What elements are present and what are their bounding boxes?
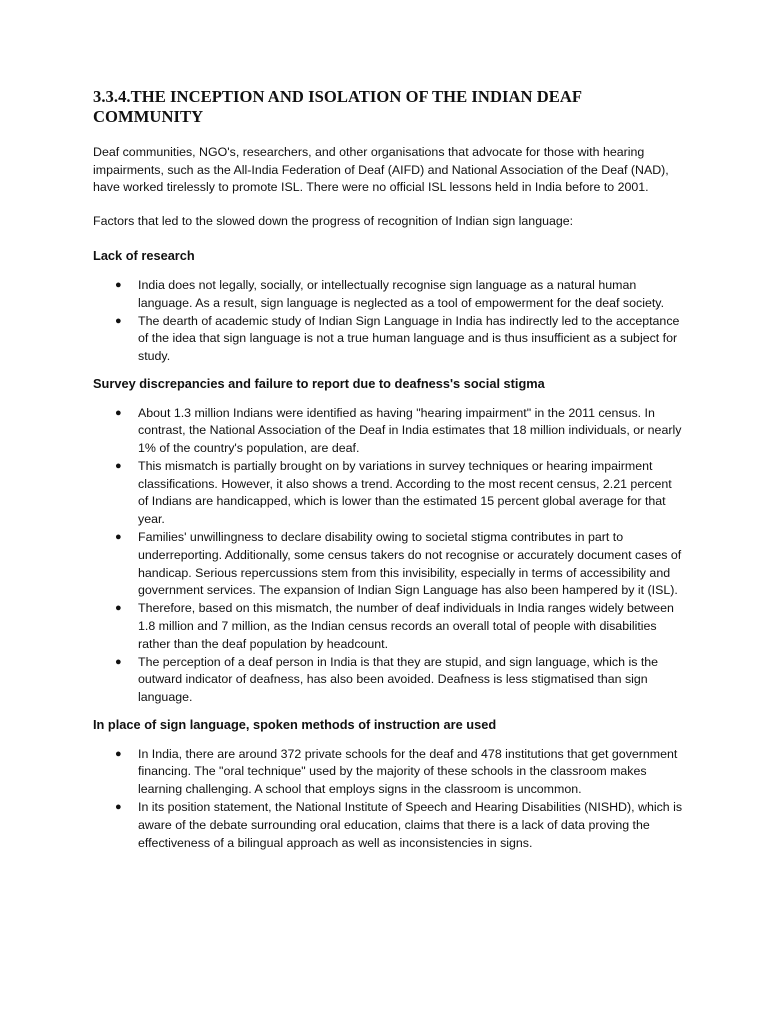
list-item-text: The perception of a deaf person in India is that they are stupid, and sign language, which is the outward indicator of deafness, has also been avoided. Deafness is less stigmatised than sign language. bbox=[138, 654, 659, 705]
bullet-list-survey-discrepancies bbox=[93, 405, 683, 707]
bullet-list-lack-of-research bbox=[93, 277, 683, 366]
bullet-icon: ● bbox=[115, 602, 122, 615]
list-item bbox=[93, 313, 683, 366]
bullet-icon: ● bbox=[115, 278, 122, 291]
section-heading: 3.3.4.THE INCEPTION AND ISOLATION OF THE INDIAN DEAF COMMUNITY bbox=[93, 87, 582, 126]
bullet-icon: ● bbox=[115, 314, 122, 327]
list-item-text: This mismatch is partially brought on by variations in survey techniques or hearing impairment classifications. However, it also shows a trend. According to the most recent census, 2.21 percent of Indians are handicapped, which is lower than the estimated 15 percent global average for that year. bbox=[138, 459, 672, 527]
list-item bbox=[93, 654, 683, 707]
list-item bbox=[93, 529, 683, 600]
bullet-icon: ● bbox=[115, 655, 122, 668]
factors-paragraph: Factors that led to the slowed down the progress of recognition of Indian sign language: bbox=[93, 214, 574, 229]
subsection-heading-spoken-methods: In place of sign language, spoken methods of instruction are used bbox=[93, 716, 497, 732]
list-item bbox=[93, 405, 683, 458]
document-content bbox=[93, 87, 683, 861]
list-item-text: The dearth of academic study of Indian Sign Language in India has indirectly led to the acceptance of the idea that sign language is not a true human language and is thus insufficient as a subject for study. bbox=[138, 313, 680, 363]
list-item-text: India does not legally, socially, or intellectually recognise sign language as a natural human language. As a result, sign language is neglected as a tool of empowerment for the deaf society. bbox=[138, 277, 665, 310]
bullet-icon: ● bbox=[115, 531, 122, 544]
subsection-heading-lack-of-research: Lack of research bbox=[93, 247, 195, 263]
list-item-text: Therefore, based on this mismatch, the number of deaf individuals in India ranges widely between 1.8 million and 7 million, as the Indian census records an overall total of people with disabilities rather than the deaf population by headcount. bbox=[138, 601, 674, 651]
list-item-text: About 1.3 million Indians were identified as having "hearing impairment" in the 2011 census. In contrast, the National Association of the Deaf in India estimates that 18 million individuals, or nearly 1% of the country's population, are deaf. bbox=[138, 405, 682, 456]
bullet-list-spoken-methods bbox=[93, 746, 683, 853]
list-item bbox=[93, 458, 683, 529]
bullet-icon: ● bbox=[115, 747, 122, 760]
bullet-icon: ● bbox=[115, 460, 122, 473]
bullet-icon: ● bbox=[115, 406, 122, 419]
list-item-text: In its position statement, the National Institute of Speech and Hearing Disabilities (NISHD), which is aware of the debate surrounding oral education, claims that there is a lack of data proving the effectiveness of a bilingual approach as well as inconsistencies in signs. bbox=[138, 800, 683, 850]
subsection-heading-survey-discrepancies: Survey discrepancies and failure to report due to deafness's social stigma bbox=[93, 375, 545, 391]
intro-paragraph: Deaf communities, NGO's, researchers, and other organisations that advocate for those with hearing impairments, such as the All-India Federation of Deaf (AIFD) and National Association of the Deaf (NAD), have worked tirelessly to promote ISL. There were no official ISL lessons held in India before to 2001. bbox=[93, 145, 669, 195]
bullet-icon: ● bbox=[115, 801, 122, 814]
list-item-text: Families' unwillingness to declare disability owing to societal stigma contributes in part to underreporting. Additionally, some census takers do not recognise or accurately document cases of handicap. Serious repercussions stem from this invisibility, especially in terms of accessibility and government services. The expansion of Indian Sign Language has also been hampered by it (ISL). bbox=[138, 530, 682, 598]
list-item-text: In India, there are around 372 private schools for the deaf and 478 institutions that get government financing. The "oral technique" used by the majority of these schools in the classroom makes learning challenging. A school that employs signs in the classroom is uncommon. bbox=[138, 746, 678, 797]
list-item bbox=[93, 746, 683, 799]
list-item bbox=[93, 600, 683, 653]
list-item bbox=[93, 277, 683, 312]
list-item bbox=[93, 799, 683, 852]
